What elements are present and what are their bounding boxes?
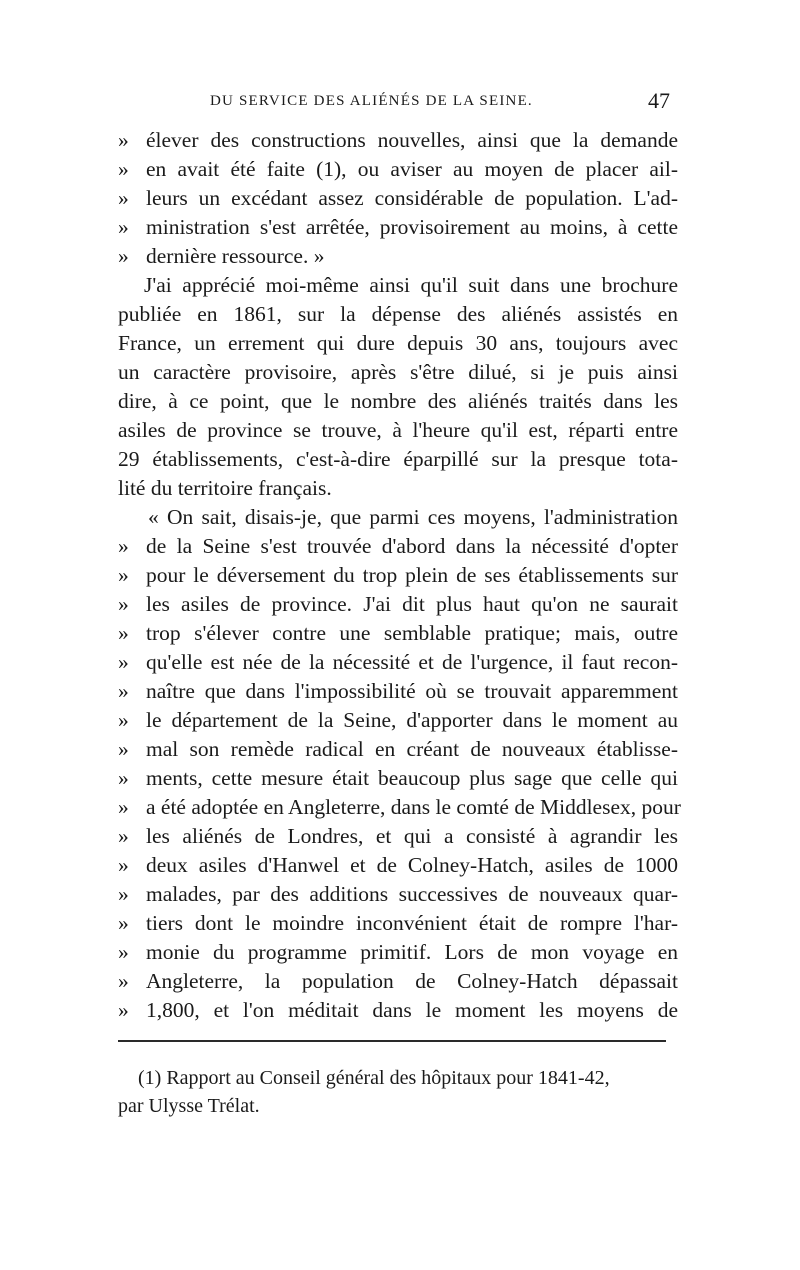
quote-mark: » xyxy=(118,534,129,558)
text-line: » qu'elle est née de la nécessité et de l'urgence, il faut recon- xyxy=(118,648,678,677)
text-line: » trop s'élever contre une semblable pratique; mais, outre xyxy=(118,619,678,648)
quote-mark: » xyxy=(118,708,129,732)
main-text xyxy=(118,126,681,1025)
footnote-line: par Ulysse Trélat. xyxy=(118,1095,260,1117)
text-line: » ments, cette mesure était beaucoup plus sage que celle qui xyxy=(118,764,678,793)
text-line: » élever des constructions nouvelles, ainsi que la demande xyxy=(118,126,678,155)
paragraph-first-line: « On sait, disais-je, que parmi ces moyens, l'administration xyxy=(148,505,678,529)
quote-mark: » xyxy=(118,186,129,210)
text-line: dire, à ce point, que le nombre des aliénés traités dans les xyxy=(118,389,678,413)
text-line: » les asiles de province. J'ai dit plus haut qu'on ne saurait xyxy=(118,590,678,619)
page-number: 47 xyxy=(648,88,670,113)
paragraph-first-line: J'ai apprécié moi-même ainsi qu'il suit dans une brochure xyxy=(144,273,678,297)
text-line: » dernière ressource. » xyxy=(118,242,678,271)
quote-mark: » xyxy=(118,244,129,268)
text-line: » 1,800, et l'on méditait dans le moment les moyens de xyxy=(118,996,678,1025)
text-line: » de la Seine s'est trouvée d'abord dans la nécessité d'opter xyxy=(118,532,678,561)
quote-mark: » xyxy=(118,911,129,935)
quote-mark: » xyxy=(118,563,129,587)
quote-mark: » xyxy=(118,882,129,906)
quote-mark: » xyxy=(118,998,129,1022)
quote-mark: » xyxy=(118,679,129,703)
footnote-line: (1) Rapport au Conseil général des hôpitaux pour 1841-42, xyxy=(138,1067,610,1089)
quote-mark: » xyxy=(118,940,129,964)
quote-mark: » xyxy=(118,592,129,616)
running-header: DU SERVICE DES ALIÉNÉS DE LA SEINE. xyxy=(210,93,533,109)
text-line: 29 établissements, c'est-à-dire éparpillé sur la presque tota- xyxy=(118,447,678,471)
quote-mark: » xyxy=(118,766,129,790)
text-line: » monie du programme primitif. Lors de mon voyage en xyxy=(118,938,678,967)
quote-mark: » xyxy=(118,824,129,848)
quote-mark: » xyxy=(118,621,129,645)
text-line: » en avait été faite (1), ou aviser au moyen de placer ail- xyxy=(118,155,678,184)
text-line: un caractère provisoire, après s'être dilué, si je puis ainsi xyxy=(118,360,678,384)
footnotes xyxy=(118,1064,674,1120)
quote-mark: » xyxy=(118,650,129,674)
text-line: » leurs un excédant assez considérable de population. L'ad- xyxy=(118,184,678,213)
text-line: » mal son remède radical en créant de nouveaux établisse- xyxy=(118,735,678,764)
text-line: » deux asiles d'Hanwel et de Colney-Hatch, asiles de 1000 xyxy=(118,851,678,880)
quote-mark: » xyxy=(118,853,129,877)
quote-mark: » xyxy=(118,215,129,239)
text-line: » malades, par des additions successives de nouveaux quar- xyxy=(118,880,678,909)
footnote-divider xyxy=(118,1040,666,1042)
text-line: » naître que dans l'impossibilité où se trouvait apparemment xyxy=(118,677,678,706)
quote-mark: » xyxy=(118,737,129,761)
text-line: » les aliénés de Londres, et qui a consisté à agrandir les xyxy=(118,822,678,851)
text-line: » tiers dont le moindre inconvénient était de rompre l'har- xyxy=(118,909,678,938)
text-line: asiles de province se trouve, à l'heure qu'il est, réparti entre xyxy=(118,418,678,442)
text-line: France, un errement qui dure depuis 30 ans, toujours avec xyxy=(118,331,678,355)
text-line: » a été adoptée en Angleterre, dans le comté de Middlesex, pour xyxy=(118,793,678,822)
text-line: » le département de la Seine, d'apporter dans le moment au xyxy=(118,706,678,735)
text-line: publiée en 1861, sur la dépense des aliénés assistés en xyxy=(118,302,678,326)
text-line: » pour le déversement du trop plein de ses établissements sur xyxy=(118,561,678,590)
quote-mark: » xyxy=(118,157,129,181)
quote-mark: » xyxy=(118,795,129,819)
text-line: » Angleterre, la population de Colney-Hatch dépassait xyxy=(118,967,678,996)
quote-mark: » xyxy=(118,969,129,993)
quote-mark: » xyxy=(118,128,129,152)
text-line: lité du territoire français. xyxy=(118,476,332,500)
text-line: » ministration s'est arrêtée, provisoirement au moins, à cette xyxy=(118,213,678,242)
